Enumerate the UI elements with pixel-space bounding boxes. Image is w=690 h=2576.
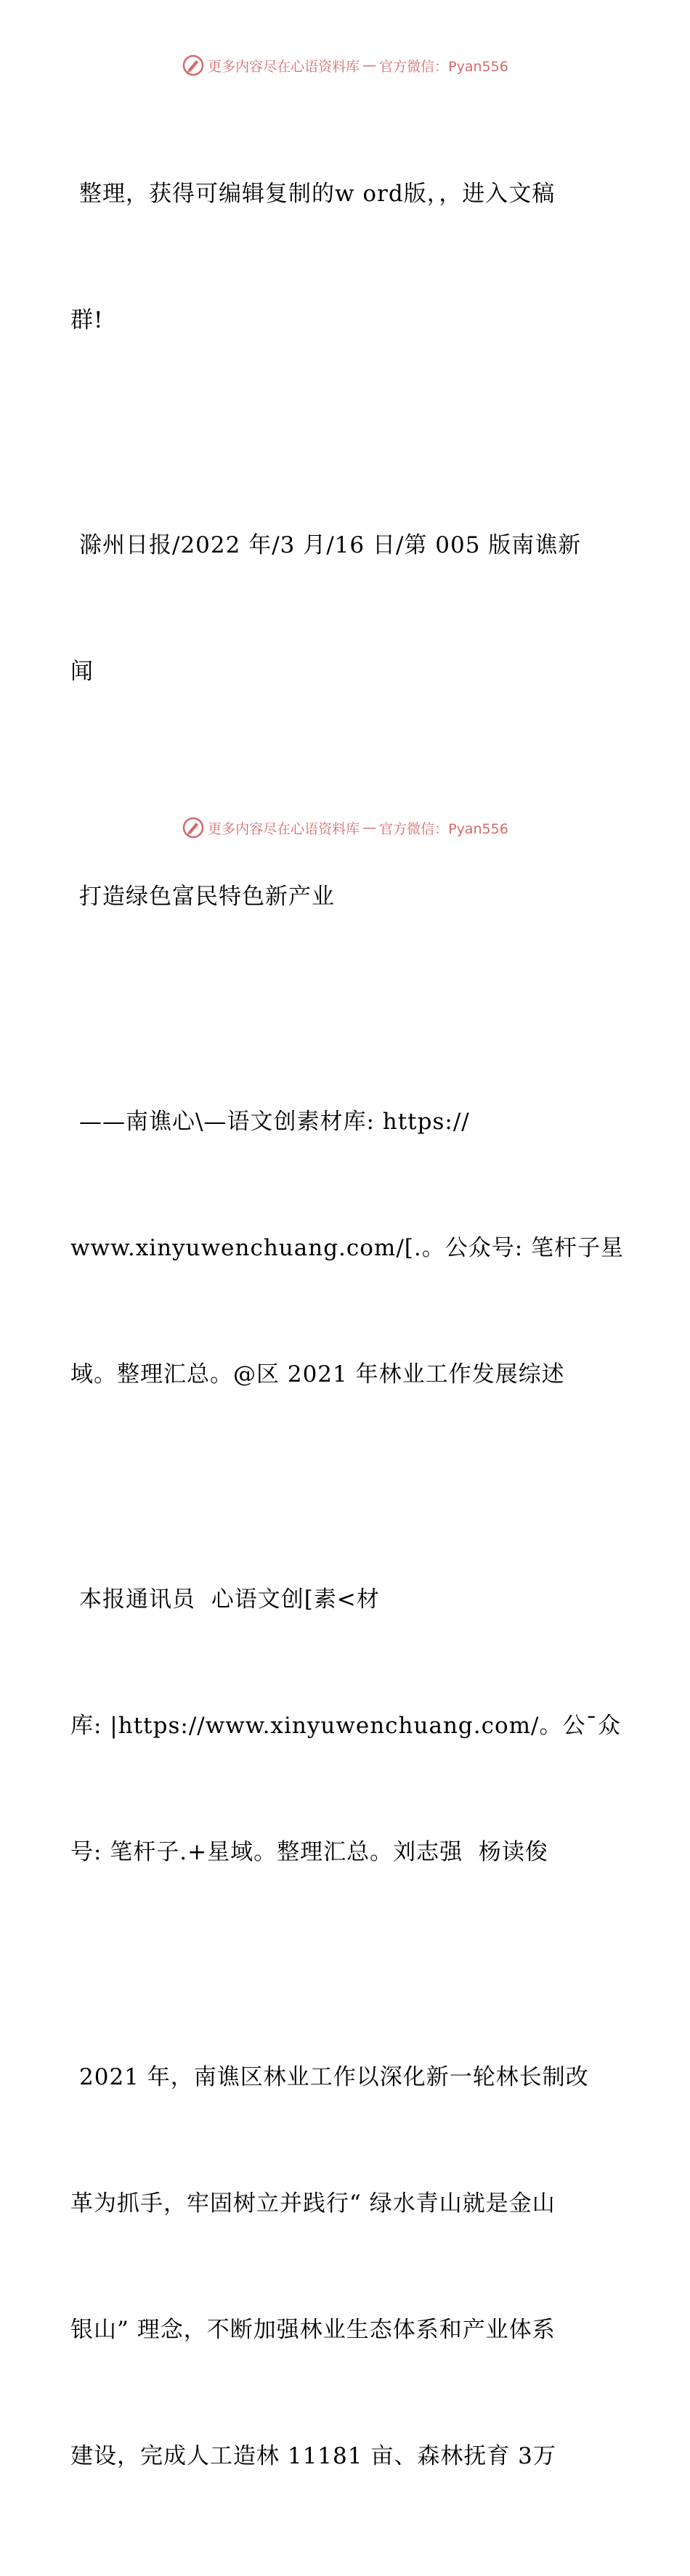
watermark-suffix: 官方微信：Pyan556 [379, 820, 508, 837]
watermark-dash: — [362, 57, 377, 73]
document-body [70, 89, 625, 2576]
watermark-dash: — [362, 820, 377, 836]
brush-pen-logo-icon [182, 816, 205, 839]
text-line: 域。整理汇总。@区 2021 年林业工作发展综述 [70, 1361, 565, 1387]
article-title: 打造绿色富民特色新产业 [79, 884, 335, 910]
text-line: 2021 年，南谯区林业工作以深化新一轮林长制改 [79, 2064, 589, 2090]
text-line: 闻 [70, 659, 94, 685]
text-line: 库: |https://www.xinyuwenchuang.com/。公¯众 [70, 1713, 621, 1739]
text-line: 号: 笔杆子.+星域。整理汇总。刘志强 杨读俊 [70, 1839, 548, 1865]
text-line: 滁州日报/2022 年/3 月/16 日/第 005 版南谯新 [79, 532, 582, 558]
text-line: www.xinyuwenchuang.com/[.。公众号: 笔杆子星 [70, 1235, 625, 1261]
header-watermark [0, 51, 690, 80]
watermark-text: 更多内容尽在心语资料库 [208, 820, 360, 837]
text-line: 银山” 理念，不断加强林业生态体系和产业体系 [70, 2317, 556, 2343]
watermark-suffix: 官方微信：Pyan556 [379, 58, 508, 75]
footer-watermark [0, 813, 690, 842]
paragraph-body [70, 1972, 615, 2561]
watermark-banner [182, 54, 508, 77]
paragraph-subtitle [70, 1016, 625, 1480]
text-line: 本报通讯员 心语文创[素<材 [79, 1586, 380, 1613]
text-line: 整理，获得可编辑复制的w ord版，，进入文稿 [79, 181, 556, 207]
paragraph [70, 440, 615, 777]
text-line: 革为抓手，牢固树立并践行“ 绿水青山就是金山 [70, 2190, 556, 2217]
watermark-text: 更多内容尽在心语资料库 [208, 58, 360, 75]
paragraph [70, 89, 615, 425]
text-line: 建设，完成人工造林 11181 亩、森林抚育 3万 [70, 2443, 556, 2469]
brush-pen-logo-icon [182, 54, 205, 77]
paragraph-byline [70, 1494, 621, 1957]
text-line: 群! [70, 307, 104, 333]
text-line: ——南谯心\—语文创素材库: https:// [79, 1109, 470, 1135]
watermark-banner [182, 816, 508, 839]
